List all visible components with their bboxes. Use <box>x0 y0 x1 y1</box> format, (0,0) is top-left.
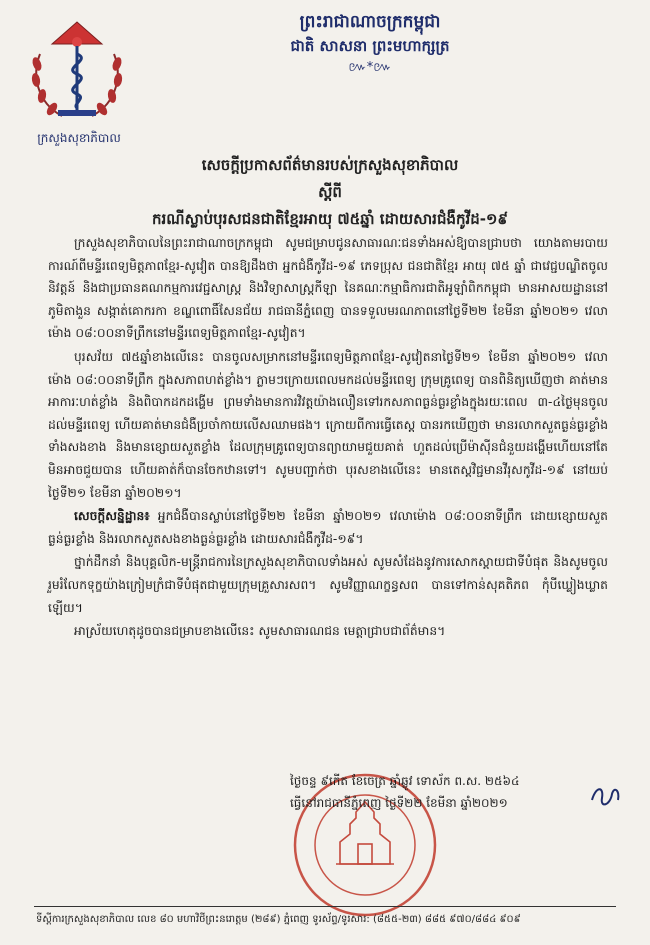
ministry-label: ក្រសួងសុខាភិបាល <box>37 131 121 145</box>
footer-address: ទីស្តីការក្រសួងសុខាភិបាល លេខ ៨០ មហាវិថីព្រះនរោត្តម (២៨៩) ភ្នំពេញ ទូរស័ព្ទ/ទូរសារ: (៨៥៥-២៣) ៨៨៥ ៩៧០/៨៨៤ ៩០៩ <box>36 914 521 925</box>
paragraph-2: បុរសវ័យ ៧៥ឆ្នាំខាងលើនេះ បានចូលសម្រាកនៅមន្ទីរពេទ្យមិត្តភាពខ្មែរ-សូវៀតនាថ្ងៃទី២១ ខែមីនា ឆ្នាំ២០២១ វេលាម៉ោង ០៨:០០នាទីព្រឹក ក្នុងសភាពហត់ខ្លាំង។ ភ្លាមៗក្រោយពេលមកដល់មន្ទីរពេទ្យ ក្រុមគ្រូពេទ្យ បានពិនិត្យឃើញថា គាត់មានអាការៈហត់ខ្លាំង និងពិបាកដកដង្ហើម ព្រមទាំងមានការវិវត្តយ៉ាងលឿនទៅរកសភាពធ្ងន់ធ្ងរខ្លាំងក្នុងរយៈពេល ៣-៤ថ្ងៃមុនចូលដល់មន្ទីរពេទ្យ ហើយគាត់មានជំងឺប្រចាំកាយលើសឈាមផង។ ក្រោយពីការធ្វើតេស្ត បានរកឃើញថា មានរលាកសួតធ្ងន់ធ្ងរខ្លាំងទាំងសងខាង និងមានខ្សោយសួតខ្លាំង ដែលក្រុមគ្រូពេទ្យបានព្យាយាមជួយគាត់ ហួតដល់ប្រើម៉ាស៊ីនជំនួយដង្ហើមហើយនៅតែមិនអាចជួយបាន ហើយគាត់ក៏បានចែកឋានទៅ។ សូមបញ្ជាក់ថា បុរសខាងលើនេះ មានតេស្តវិជ្ជមានវីរុសកូវីដ-១៩ នៅយប់ថ្ងៃទី២១ ខែមីនា ឆ្នាំ២០២១។ <box>48 349 608 500</box>
footer-divider <box>34 906 616 907</box>
ministry-emblem-icon <box>22 14 132 126</box>
conclusion-text: អ្នកជំងឺបានស្លាប់នៅថ្ងៃទី២២ ខែមីនា ឆ្នាំ២០២១ វេលាម៉ោង ០៨:០០នាទីព្រឹក ដោយខ្សោយសួតធ្ងន់ធ្ងរខ្លាំង និងរលាកសួតសងខាងធ្ងន់ធ្ងរខ្លាំង ដោយសារជំងឺកូវីដ-១៩។ <box>48 509 608 546</box>
date-block <box>290 770 610 814</box>
paragraph-4: ថ្នាក់ដឹកនាំ និងបុគ្គលិក-មន្ត្រីរាជការនៃក្រសួងសុខាភិបាលទាំងអស់ សូមសំដែងនូវការសោកស្តាយជាទីបំផុត និងសូមចូលរួមរំលែកទុក្ខយ៉ាងក្រៀមក្រំជាទីបំផុតជាមួយក្រុមគ្រួសារសព។ សូមវិញ្ញាណក្ខន្ធសព បានទៅកាន់សុគតិភព កុំបីឃ្លៀងឃ្លាតឡើយ។ <box>48 555 608 615</box>
paragraph-3 <box>48 505 608 550</box>
kingdom-title: ព្រះរាជាណាចក្រកម្ពុជា <box>299 12 441 32</box>
lunar-date: ថ្ងៃចន្ទ ៩កើត ខែចេត្រ ឆ្នាំឆ្លូវ ទោស័ក ព.ស. ២៥៦៤ <box>290 774 520 788</box>
solar-date: ធ្វើនៅរាជធានីភ្នំពេញ ថ្ងៃទី២២ ខែមីនា ឆ្នាំ២០២១ <box>290 796 508 810</box>
title-line-3: ករណីស្លាប់បុរសជនជាតិខ្មែរអាយុ ៧៥ឆ្នាំ ដោយសារជំងឺកូវីដ-១៩ <box>151 210 508 228</box>
paragraph-1: ក្រសួងសុខាភិបាលនៃព្រះរាជាណាចក្រកម្ពុជា សូមជម្រាបជូនសាធារណៈជនទាំងអស់ឱ្យបានជ្រាបថា យោងតាមរបាយការណ៍ពីមន្ទីរពេទ្យមិត្តភាពខ្មែរ-សូវៀត បានឱ្យដឹងថា អ្នកជំងឺកូវីដ-១៩ ភេទប្រុស ជនជាតិខ្មែរ អាយុ ៧៥ ឆ្នាំ ជាវេជ្ជបណ្ឌិតចូលនិវត្តន៍ និងជាប្រធានគណកម្មការវេជ្ជសាស្ត្រ និងវិទ្យាសាស្ត្រកីឡា នៃគណៈកម្មាធិការជាតិអូឡាំពិកកម្ពុជា មានអាសយដ្ឋាននៅភូមិតាងួន សង្កាត់គោករកា ខណ្ឌពោធិ៍សែនជ័យ រាជធានីភ្នំពេញ បានទទួលមរណភាពនៅថ្ងៃទី២២ ខែមីនា ឆ្នាំ២០២១ វេលាម៉ោង ០៨:០០នាទីព្រឹកនៅមន្ទីរពេទ្យមិត្តភាពខ្មែរ-សូវៀត។ <box>48 236 608 341</box>
title-line-2: ស្តីពី <box>318 183 342 201</box>
document-titles <box>60 152 600 233</box>
paragraph-5: អាស្រ័យហេតុដូចបានជម្រាបខាងលើនេះ សូមសាធារណជន មេត្តាជ្រាបជាព័ត៌មាន។ <box>74 624 446 639</box>
ornament: ៚*៚ <box>348 60 392 75</box>
national-motto: ជាតិ សាសនា ព្រះមហាក្សត្រ <box>290 37 450 55</box>
letterhead <box>180 10 560 78</box>
signature-icon <box>588 782 624 812</box>
document-body <box>48 232 608 644</box>
conclusion-label: សេចក្តីសន្និដ្ឋាន៖ <box>74 509 150 524</box>
title-line-1: សេចក្តីប្រកាសព័ត៌មានរបស់ក្រសួងសុខាភិបាល <box>201 156 459 174</box>
